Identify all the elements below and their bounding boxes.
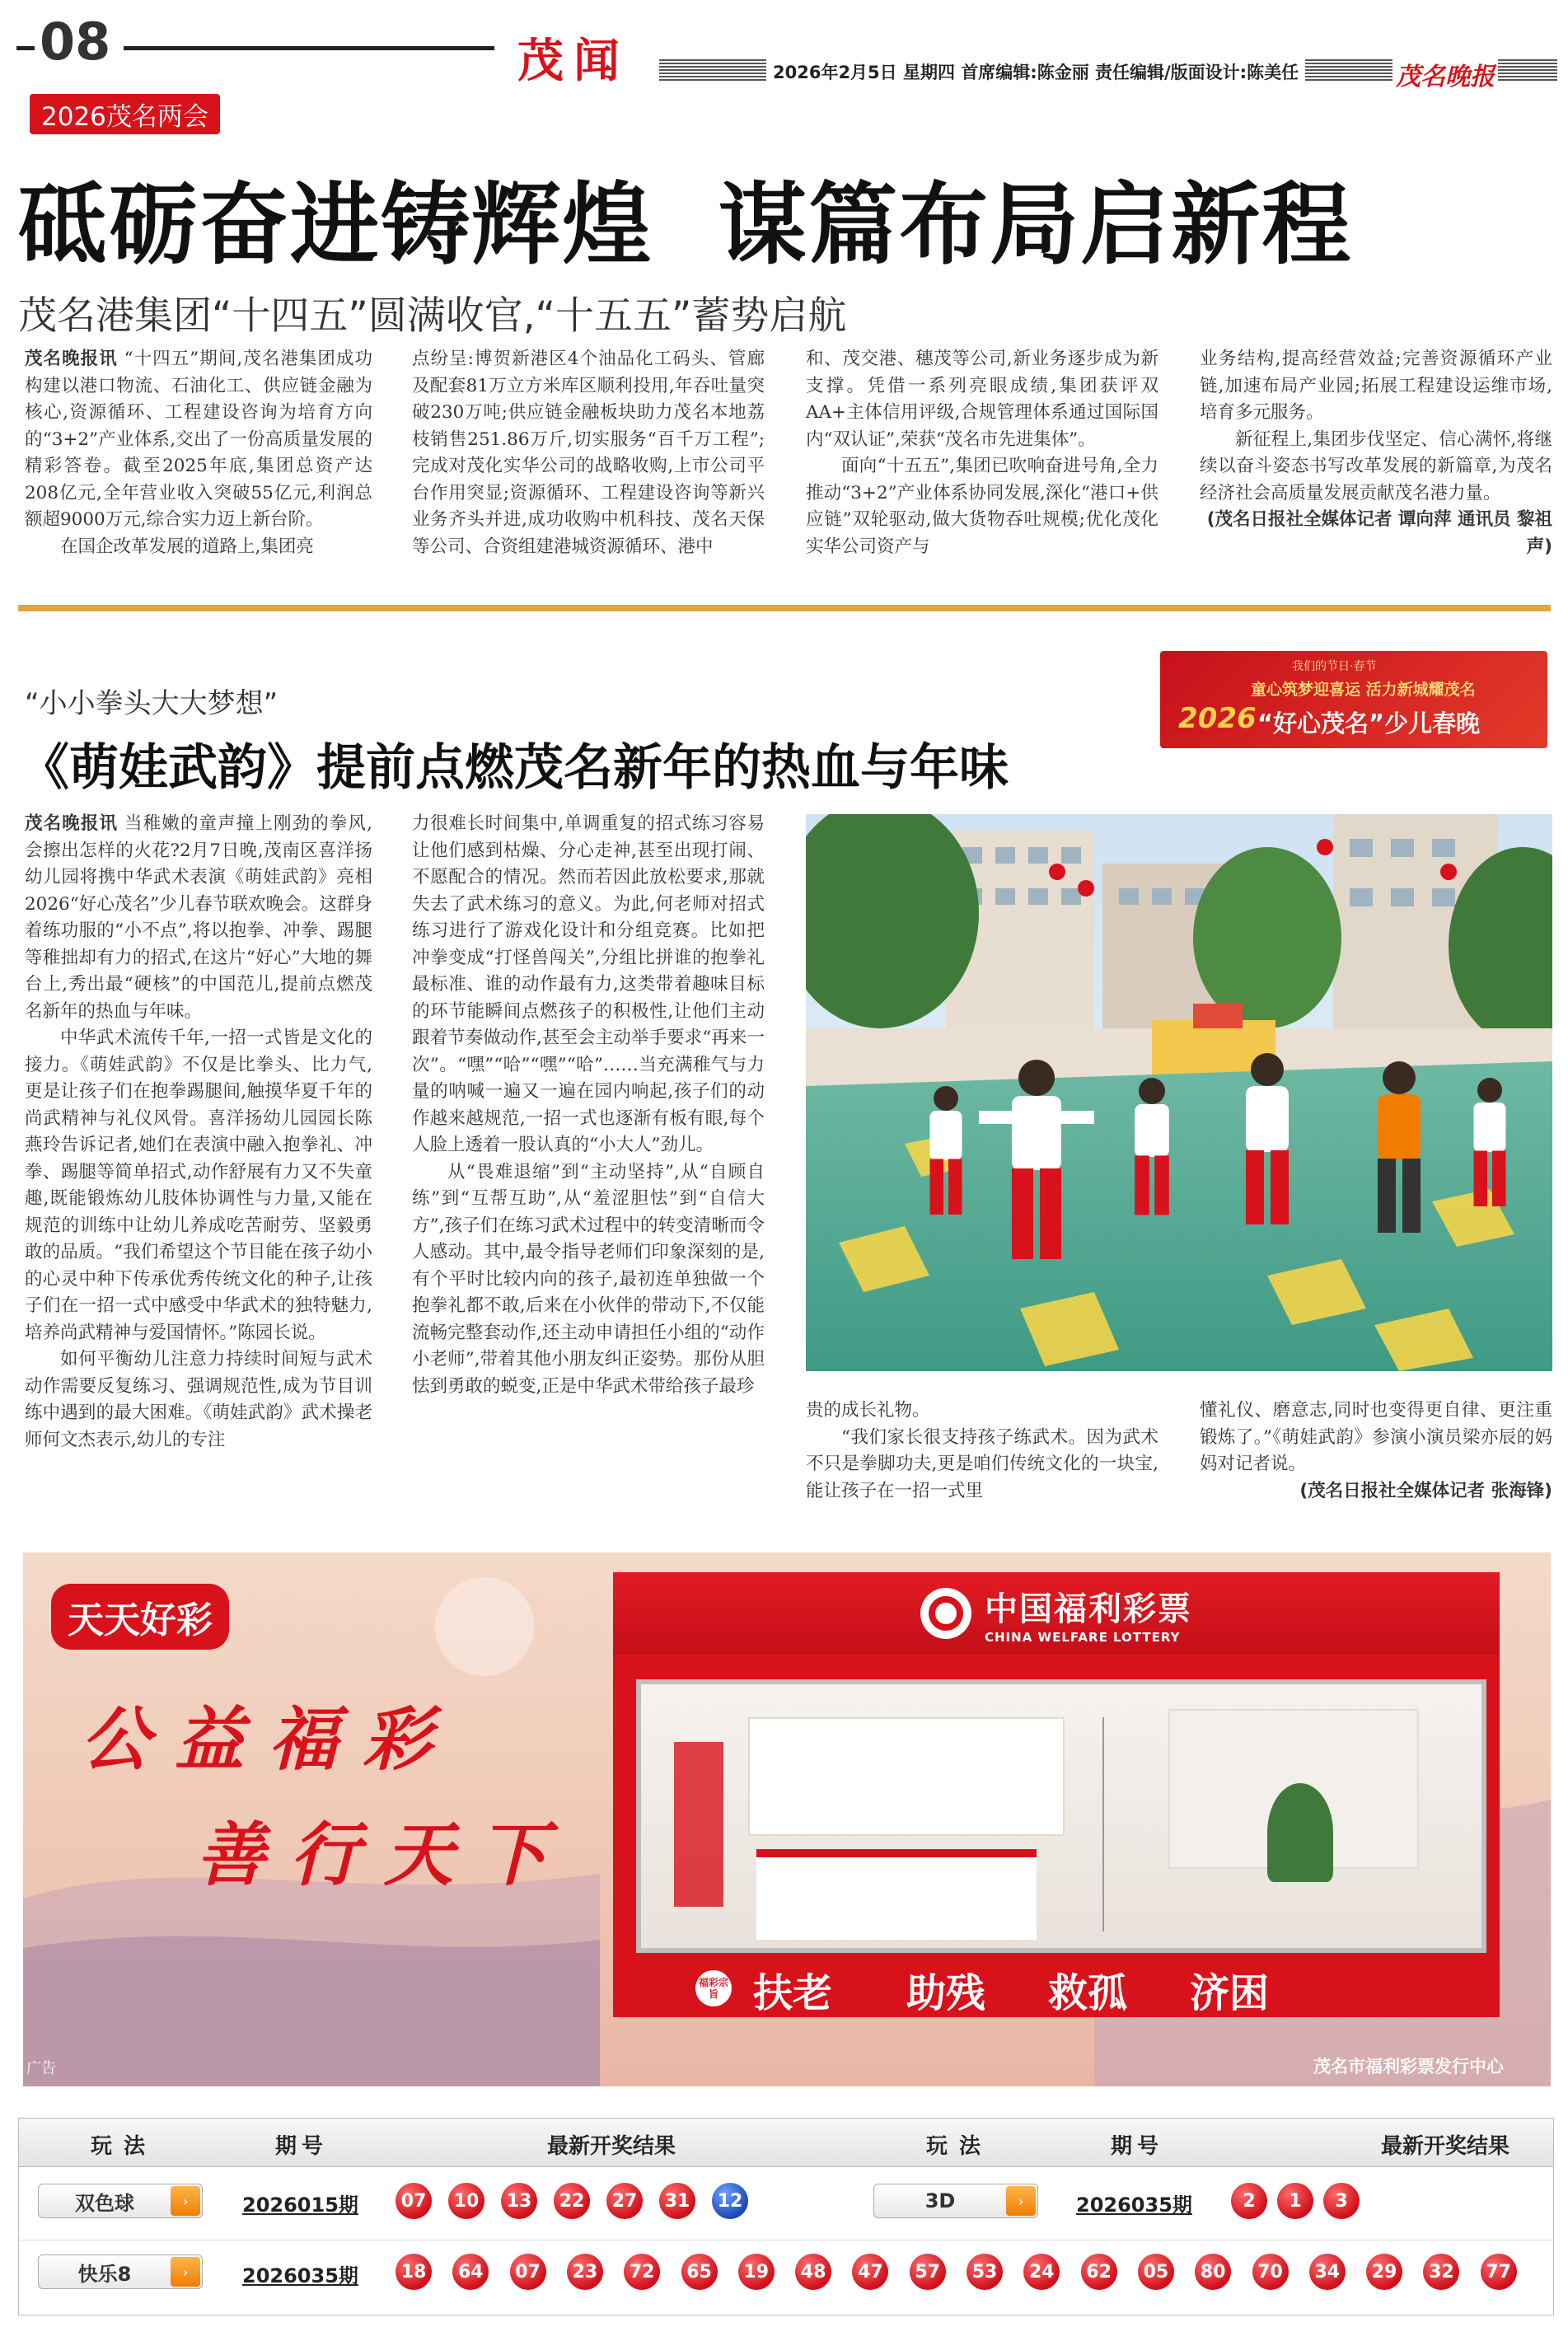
- value-1: 扶老: [753, 1970, 833, 2016]
- potted-plant: [1267, 1783, 1333, 1882]
- red-ball: 53: [967, 2254, 1003, 2290]
- blue-ball: 12: [712, 2183, 748, 2219]
- paragraph: 和、茂交港、穗茂等公司,新业务逐步成为新支撑。凭借一系列亮眼成绩,集团获评双AA+主体信用评级,合规管理体系通过国际国内“双认证”,荣获“茂名市先进集体”。: [806, 349, 1158, 450]
- arrow-right-icon: ›: [171, 2186, 200, 2216]
- red-ball: 1: [1277, 2183, 1313, 2219]
- paragraph: 贵的成长礼物。: [806, 1400, 930, 1421]
- kids-martial-arts-photo: [806, 814, 1552, 1371]
- spring-gala-badge: [1160, 651, 1547, 748]
- red-ball: 29: [1366, 2254, 1402, 2290]
- article2-column-4: [1200, 1398, 1552, 1505]
- red-ball: 72: [624, 2254, 660, 2290]
- byline: (茂名日报社全媒体记者 谭向萍 通讯员 黎祖声): [1206, 509, 1552, 557]
- issue-3d[interactable]: 2026035期: [1076, 2194, 1192, 2217]
- article1-column-2: [412, 346, 765, 560]
- article2-headline: 《萌娃武韵》提前点燃茂名新年的热血与年味: [20, 739, 1009, 797]
- red-ball: 19: [738, 2254, 775, 2290]
- storefront: [613, 1572, 1500, 2017]
- red-ball: 27: [606, 2183, 643, 2219]
- paragraph: 业务结构,提高经营效益;完善资源循环产业链,加速布局产业园;拓展工程建设运维市场,培育多元服务。: [1200, 349, 1552, 423]
- paragraph: 懂礼仪、磨意志,同时也变得更自律、更注重锻炼了。”《萌娃武韵》参演小演员梁亦辰的妈妈对记者说。: [1200, 1400, 1552, 1474]
- column-header-issue: 期号: [1111, 2134, 1164, 2159]
- header-date-line: 2026年2月5日 星期四 首席编辑:陈金丽 责任编辑/版面设计:陈美任: [766, 59, 1305, 84]
- paragraph: 在国企改革发展的道路上,集团亮: [60, 536, 314, 557]
- article2-column-3: [806, 1398, 1158, 1505]
- paragraph: 当稚嫩的童声撞上刚劲的拳风,会擦出怎样的火花?2月7日晚,茂南区喜洋扬幼儿园将携中华武术表演《萌娃武韵》亮相2026“好心茂名”少儿春节联欢晚会。这群身着练功服的“小不点”,将以抱拳、冲拳、踢腿等稚拙却有力的招式,在这片“好心”大地的舞台上,秀出最“硬核”的中国范儿,提前点燃茂名新年的热血与年味。: [25, 813, 372, 1022]
- red-ball: 13: [501, 2183, 537, 2219]
- photo-illustration: [806, 814, 1552, 1371]
- lead-label: 茂名晚报讯: [25, 349, 118, 369]
- issue-ssq[interactable]: 2026015期: [242, 2194, 358, 2217]
- column-header-results: 最新开奖结果: [1381, 2134, 1510, 2159]
- red-ball: 32: [1423, 2254, 1459, 2290]
- article1-column-4: [1200, 346, 1552, 560]
- red-ball: 18: [396, 2254, 432, 2290]
- masthead-logo: 茂名晚报: [1392, 56, 1498, 92]
- article-tag: 2026茂名两会: [30, 94, 220, 134]
- red-ball: 47: [852, 2254, 888, 2290]
- brand-cn: 中国福利彩票: [985, 1590, 1192, 1628]
- article1-headline: 砥砺奋进铸辉煌 谋篇布局启新程: [18, 174, 1353, 277]
- red-ball: 31: [659, 2183, 695, 2219]
- column-header-issue: 期号: [275, 2134, 329, 2159]
- value-2: 助残: [906, 1970, 986, 2016]
- paragraph: 面向“十五五”,集团已吹响奋进号角,全力推动“3+2”产业体系协同发展,深化“港口+供应链”双轮驱动,做大货物吞吐规模;优化茂化实华公司资产与: [806, 456, 1158, 557]
- value-3: 救孤: [1048, 1970, 1128, 2016]
- red-ball: 48: [795, 2254, 831, 2290]
- arrow-right-icon: ›: [171, 2257, 200, 2287]
- brand-en: CHINA WELFARE LOTTERY: [985, 1629, 1181, 1645]
- badge-mid-text: 童心筑梦迎喜运 活力新城耀茂名: [1251, 681, 1476, 699]
- byline: (茂名日报社全媒体记者 张海锋): [1299, 1480, 1552, 1501]
- ad-corner-tag: 天天好彩: [51, 1584, 229, 1650]
- article2-column-2: [412, 811, 765, 1400]
- play-button-kl8[interactable]: [38, 2254, 203, 2289]
- badge-main-text: “好心茂名”少儿春晚: [1257, 709, 1481, 737]
- red-ball: 62: [1081, 2254, 1117, 2290]
- red-ball: 65: [681, 2254, 718, 2290]
- article2-kicker: “小小拳头大大梦想”: [25, 687, 278, 720]
- section-title: 茂闻: [517, 35, 630, 88]
- red-ball: 64: [452, 2254, 489, 2290]
- article2-column-1: [25, 811, 372, 1454]
- column-header-results: 最新开奖结果: [547, 2134, 676, 2159]
- value-4: 济困: [1190, 1970, 1270, 2016]
- section-divider: [18, 605, 1551, 611]
- red-ball: 10: [448, 2183, 484, 2219]
- red-ball: 77: [1481, 2254, 1517, 2290]
- paragraph: 中华武术流传千年,一招一式皆是文化的接力。《萌娃武韵》不仅是比拳头、比力气,更是让孩子们在抱拳踢腿间,触摸华夏千年的尚武精神与礼仪风骨。喜洋扬幼儿园园长陈燕玲告诉记者,她们在表演中融入抱拳礼、冲拳、踢腿等简单招式,动作舒展有力又不失童趣,既能锻炼幼儿肢体协调性与力量,又能在规范的训练中让幼儿养成吃苦耐劳、坚毅勇敢的品质。“我们希望这个节目能在孩子幼小的心灵中种下传承优秀传统文化的种子,让孩子们在一招一式中感受中华武术的独特魅力,培养尚武精神与爱国情怀。”陈园长说。: [25, 1028, 372, 1343]
- paragraph: 如何平衡幼儿注意力持续时间短与武术动作需要反复练习、强调规范性,成为节目训练中遇到的最大困难。《萌娃武韵》武术操老师何文杰表示,幼儿的专注: [25, 1349, 372, 1450]
- badge-top-text: 我们的节日·春节: [1292, 660, 1377, 673]
- red-ball: 70: [1252, 2254, 1289, 2290]
- red-ball: 05: [1138, 2254, 1174, 2290]
- red-ball: 24: [1023, 2254, 1060, 2290]
- table-header-row: [19, 2119, 1553, 2167]
- article1-subhead: 茂名港集团“十四五”圆满收官,“十五五”蓄势启航: [18, 293, 847, 339]
- header-rule-left: [16, 46, 35, 50]
- red-ball: 3: [1323, 2183, 1360, 2219]
- store-interior: [636, 1679, 1486, 1953]
- ad-slogan-line2: 善行天下: [196, 1814, 573, 1895]
- counter: [756, 1849, 1037, 1940]
- paragraph: “我们家长很支持孩子练武术。因为武术不只是拳脚功夫,更是咱们传统文化的一块宝,能让孩子在一招一式里: [806, 1426, 1158, 1501]
- header-rule-mid: [124, 46, 494, 50]
- lead-label: 茂名晚报讯: [25, 813, 119, 834]
- badge-year: 2026: [1178, 702, 1257, 735]
- door-frame: [1102, 1717, 1104, 1931]
- issue-kl8[interactable]: 2026035期: [242, 2264, 358, 2287]
- column-header-play: 玩法: [91, 2134, 157, 2159]
- play-name: 3D: [924, 2189, 956, 2212]
- play-button-ssq[interactable]: [38, 2184, 203, 2218]
- page-number: 08: [40, 12, 111, 72]
- service-counter-wall: [748, 1717, 1065, 1836]
- ad-label: 广告: [26, 2060, 56, 2077]
- red-ball: 2: [1231, 2183, 1267, 2219]
- arrow-right-icon: ›: [1006, 2186, 1036, 2216]
- red-ball: 22: [554, 2183, 590, 2219]
- paragraph: 点纷呈:博贺新港区4个油品化工码头、管廊及配套81万立方米库区顺利投用,年吞吐量突破230万吨;供应链金融板块助力茂名本地荔枝销售251.86万斤,切实服务“百千万工程”;完成对茂化实华公司的战略收购,上市公司平台作用突显;资源循环、工程建设咨询等新兴业务齐头并进,成功收购中机科技、茂名天保等公司、合资组建港城资源循环、港中: [412, 349, 765, 557]
- red-ball: 34: [1309, 2254, 1346, 2290]
- paragraph: 力很难长时间集中,单调重复的招式练习容易让他们感到枯燥、分心走神,甚至出现打闹、不愿配合的情况。然而若因此放松要求,那就失去了武术练习的意义。为此,何老师对招式练习进行了游戏化设计和分组竞赛。比如把冲拳变成“打怪兽闯关”,分组比拼谁的抱拳礼最标准、谁的动作最有力,这类带着趣味目标的环节能瞬间点燃孩子的积极性,让他们主动跟着节奏做动作,甚至会主动举手要求“再来一次”。“嘿”“哈”“嘿”“哈”……当充满稚气与力量的呐喊一遍又一遍在园内响起,孩子们的动作越来越规范,一招一式也逐渐有板有眼,每个人脸上透着一股认真的“小大人”劲儿。: [412, 813, 765, 1155]
- play-name: 双色球: [75, 2191, 134, 2215]
- red-ball: 07: [396, 2183, 432, 2219]
- paragraph: 新征程上,集团步伐坚定、信心满怀,将继续以奋斗姿态书写改革发展的新篇章,为茂名经济社会高质量发展贡献茂名港力量。: [1200, 428, 1552, 503]
- play-button-3d[interactable]: [873, 2184, 1038, 2218]
- welfare-lottery-ad: [23, 1552, 1551, 2086]
- article1-column-1: [25, 346, 372, 560]
- red-ball: 23: [567, 2254, 603, 2290]
- display-shelf: [674, 1742, 723, 1907]
- paragraph: 从“畏难退缩”到“主动坚持”,从“自顾自练”到“互帮互助”,从“羞涩胆怯”到“自信大方”,孩子们在练习武术过程中的转变清晰而令人感动。其中,最令指导老师们印象深刻的是,有个平时比较内向的孩子,最初连单独做一个抱拳礼都不敢,后来在小伙伴的带动下,不仅能流畅完整套动作,还主动申请担任小组的“动作小老师”,带着其他小朋友纠正姿势。那份从胆怯到勇敢的蜕变,正是中华武术带给孩子最珍: [412, 1161, 765, 1397]
- paragraph: “十四五”期间,茂名港集团成功构建以港口物流、石油化工、供应链金融为核心,资源循环、工程建设咨询为培育方向的“3+2”产业体系,交出了一份高质量发展的精彩答卷。截至2025年底,集团总资产达208亿元,全年营业收入突破55亿元,利润总额超9000万元,综合实力迈上新台阶。: [25, 349, 372, 530]
- column-header-play: 玩法: [926, 2134, 993, 2159]
- lottery-logo-icon: [920, 1588, 971, 1639]
- article1-column-3: [806, 346, 1158, 560]
- storefront-sign: [613, 1572, 1500, 1655]
- red-ball: 07: [510, 2254, 546, 2290]
- play-name: 快乐8: [77, 2262, 132, 2286]
- mission-seal: 福彩宗旨: [695, 1970, 732, 2006]
- red-ball: 57: [910, 2254, 946, 2290]
- ad-issuer: 茂名市福利彩票发行中心: [1313, 2057, 1504, 2077]
- red-ball: 80: [1195, 2254, 1231, 2290]
- ad-slogan-line1: 公益福彩: [81, 1698, 457, 1780]
